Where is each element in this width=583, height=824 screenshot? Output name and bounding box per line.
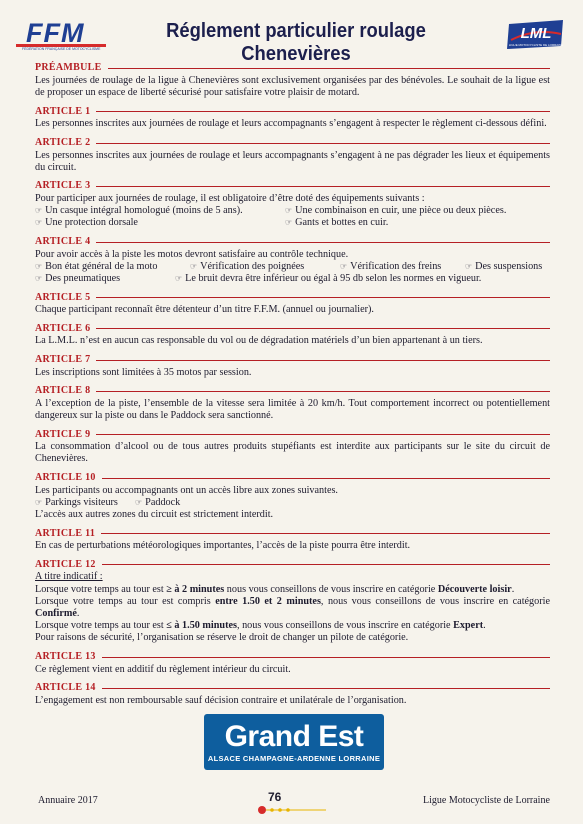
preambule-label: PRÉAMBULE — [35, 62, 102, 74]
time-threshold: ≥ à 2 minutes — [166, 583, 225, 595]
list-item-text: Le bruit devra être inférieur ou égal à 95 db selon les normes en vigueur. — [185, 273, 482, 285]
article-12-line-2 — [35, 596, 550, 620]
list-item — [35, 217, 285, 229]
hand-pointing-icon: ☞ — [135, 497, 143, 507]
hand-pointing-icon: ☞ — [35, 261, 43, 271]
text-span: Lorsque votre temps au tour est — [35, 583, 167, 595]
article-11 — [35, 527, 550, 552]
text-span: Lorsque votre temps au tour est compris — [35, 595, 216, 607]
article-5-heading — [35, 291, 550, 304]
article-7-label: ARTICLE 7 — [35, 354, 91, 366]
list-item — [35, 273, 175, 285]
section-rule — [96, 143, 550, 144]
article-10 — [35, 472, 550, 522]
list-item-text: Bon état général de la moto — [45, 260, 158, 272]
hand-pointing-icon: ☞ — [175, 274, 183, 284]
list-item-text: Parkings visiteurs — [45, 496, 118, 508]
section-rule — [102, 657, 550, 658]
preambule-text: Les journées de roulage de la ligue à Chenevières sont exclusivement organisées par des bénévoles. Le souhait de la ligue est de proposer un espace de liberté sécurisé pour satisfaire votre plaisir de motard. — [35, 75, 550, 99]
section-rule — [108, 68, 550, 69]
article-13-heading — [35, 651, 550, 664]
hand-pointing-icon: ☞ — [465, 261, 473, 271]
hand-pointing-icon: ☞ — [285, 206, 293, 216]
article-3-heading — [35, 180, 550, 193]
article-4-text: Pour avoir accès à la piste les motos devront satisfaire au contrôle technique. — [35, 248, 349, 260]
section-rule — [102, 688, 550, 689]
article-9-label: ARTICLE 9 — [35, 428, 91, 440]
grand-est-logo — [204, 714, 384, 770]
list-item — [190, 261, 340, 273]
article-14-label: ARTICLE 14 — [35, 682, 96, 694]
article-6 — [35, 322, 550, 347]
inspection-list-row2 — [35, 273, 550, 285]
article-8 — [35, 385, 550, 422]
footer-yearbook: Annuaire 2017 — [38, 795, 98, 806]
page-header — [10, 12, 573, 65]
article-3-text: Pour participer aux journées de roulage, il est obligatoire d’être doté des équipements suivants : — [35, 193, 425, 205]
article-9-text: La consommation d’alcool ou de tous autres produits stupéfiants est interdite aux participants sur le site du circuit de Chenevières. — [35, 441, 550, 465]
list-item — [465, 261, 550, 273]
hand-pointing-icon: ☞ — [190, 261, 198, 271]
article-11-heading — [35, 527, 550, 540]
article-2-text: Les personnes inscrites aux journées de roulage et leurs accompagnants s’engagent à ne pas dégrader les lieux et équipements du circuit. — [35, 149, 550, 173]
article-3 — [35, 180, 550, 230]
equipment-list — [35, 205, 550, 229]
section-rule — [96, 360, 550, 361]
article-11-text: En cas de perturbations météorologiques importantes, l’accès de la piste pourra être interdit. — [35, 540, 411, 552]
time-threshold: entre 1.50 et 2 minutes — [215, 595, 321, 607]
section-rule — [102, 478, 550, 479]
article-1-label: ARTICLE 1 — [35, 105, 91, 117]
article-12-line-4: Pour raisons de sécurité, l’organisation se réserve le droit de changer un pilote de catégorie. — [35, 632, 409, 644]
article-14 — [35, 682, 550, 707]
list-item — [175, 273, 550, 285]
article-7-heading — [35, 354, 550, 367]
article-12-heading — [35, 558, 550, 571]
article-12-intro: A titre indicatif : — [35, 571, 103, 583]
article-14-heading — [35, 682, 550, 695]
preambule-section — [35, 62, 550, 99]
article-1-heading — [35, 105, 550, 118]
article-8-label: ARTICLE 8 — [35, 385, 91, 397]
hand-pointing-icon: ☞ — [35, 206, 43, 216]
section-rule — [96, 434, 550, 435]
grand-est-logo-sub: ALSACE CHAMPAGNE-ARDENNE LORRAINE — [207, 754, 381, 763]
list-item-text: Vérification des poignées — [200, 260, 305, 272]
article-5 — [35, 291, 550, 316]
category-name: Découverte loisir — [437, 583, 512, 595]
list-item — [35, 497, 135, 509]
category-name: Confirmé — [35, 608, 77, 620]
list-item-text: Des pneumatiques — [45, 273, 121, 285]
list-item-text: Une combinaison en cuir, une pièce ou deux pièces. — [295, 205, 507, 217]
section-rule — [96, 242, 550, 243]
section-rule — [101, 533, 550, 534]
article-2 — [35, 137, 550, 174]
grand-est-logo-main: Grand Est — [224, 720, 364, 753]
text-span: . — [511, 583, 515, 595]
article-9-heading — [35, 428, 550, 441]
article-14-text: L’engagement est non remboursable sauf décision contraire et unilatérale de l’organisation. — [35, 694, 407, 706]
regulations-body — [35, 62, 550, 707]
section-rule — [102, 564, 550, 565]
article-2-label: ARTICLE 2 — [35, 137, 91, 148]
article-1 — [35, 105, 550, 130]
article-7 — [35, 354, 550, 379]
article-11-label: ARTICLE 11 — [35, 527, 96, 539]
list-item — [135, 497, 550, 509]
section-rule — [96, 391, 550, 392]
list-item-text: Paddock — [145, 496, 181, 508]
list-item — [285, 205, 550, 217]
inspection-list-row1 — [35, 261, 550, 273]
article-10-label: ARTICLE 10 — [35, 472, 96, 484]
article-10-text2: L’accès aux autres zones du circuit est strictement interdit. — [35, 509, 274, 521]
section-rule — [96, 186, 550, 187]
time-threshold: ≤ à 1.50 minutes — [166, 620, 237, 632]
text-span: nous vous conseillons de vous inscrire en catégorie — [224, 583, 438, 595]
ffm-logo-subtext: FÉDÉRATION FRANÇAISE DE MOTOCYCLISME — [22, 47, 101, 51]
article-5-label: ARTICLE 5 — [35, 291, 91, 303]
hand-pointing-icon: ☞ — [35, 497, 43, 507]
list-item — [285, 217, 550, 229]
article-4-heading — [35, 236, 550, 249]
article-13-label: ARTICLE 13 — [35, 651, 96, 663]
list-item-text: Gants et bottes en cuir. — [295, 217, 389, 229]
hand-pointing-icon: ☞ — [285, 218, 293, 228]
article-7-text: Les inscriptions sont limitées à 35 motos par session. — [35, 366, 252, 378]
hand-pointing-icon: ☞ — [35, 218, 43, 228]
page-title: Réglement particulier roulage Chenevières — [166, 20, 426, 65]
article-3-label: ARTICLE 3 — [35, 180, 91, 192]
article-4 — [35, 236, 550, 286]
article-8-heading — [35, 385, 550, 398]
footer-league-name: Ligue Motocycliste de Lorraine — [423, 795, 550, 806]
list-item-text: Vérification des freins — [350, 260, 442, 272]
article-12 — [35, 558, 550, 644]
article-1-text: Les personnes inscrites aux journées de roulage et leurs accompagnants s’engagent à respecter le règlement ci-dessous défini. — [35, 118, 547, 130]
article-12-label: ARTICLE 12 — [35, 558, 96, 570]
list-item-text: Une protection dorsale — [45, 217, 138, 229]
hand-pointing-icon: ☞ — [340, 261, 348, 271]
article-13-text: Ce règlement vient en additif du règlement intérieur du circuit. — [35, 663, 291, 675]
article-6-heading — [35, 322, 550, 335]
article-10-text: Les participants ou accompagnants ont un accès libre aux zones suivantes. — [35, 484, 338, 496]
article-4-label: ARTICLE 4 — [35, 236, 91, 248]
ffm-logo — [16, 16, 104, 52]
preambule-heading — [35, 62, 550, 75]
list-item-text: Des suspensions — [475, 260, 543, 272]
article-6-label: ARTICLE 6 — [35, 322, 91, 334]
text-span: Lorsque votre temps au tour est — [35, 620, 167, 632]
category-name: Expert — [453, 620, 484, 632]
lml-logo-subtext: LIGUE MOTOCYCLISTE DE LORRAINE — [508, 43, 564, 47]
list-item — [35, 261, 190, 273]
ffm-logo-text: FFM — [26, 18, 85, 48]
article-13 — [35, 651, 550, 676]
text-span: , nous vous conseillons de vous inscrire en catégorie — [236, 620, 454, 632]
article-12-line-1 — [35, 584, 550, 596]
list-item — [35, 205, 285, 217]
list-item-text: Un casque intégral homologué (moins de 5 ans). — [45, 205, 243, 217]
lml-logo-text: LML — [520, 25, 552, 42]
page-number-dots-icon — [258, 804, 328, 816]
lml-logo — [505, 18, 567, 52]
article-8-text: A l’exception de la piste, l’ensemble de la vitesse sera limitée à 20 km/h. Tout comportement incorrect ou potentiellement dangereux sur la piste ou dans le Paddock sera sanctionné. — [35, 397, 550, 422]
text-span: . — [76, 608, 80, 620]
article-5-text: Chaque participant reconnaît être détenteur d’un titre F.F.M. (annuel ou journalier). — [35, 304, 374, 316]
article-10-heading — [35, 472, 550, 485]
text-span: . — [483, 620, 486, 632]
text-span: , nous vous conseillons de vous inscrire en catégorie — [320, 595, 550, 607]
list-item — [340, 261, 465, 273]
hand-pointing-icon: ☞ — [35, 274, 43, 284]
zones-list — [35, 497, 550, 509]
section-rule — [96, 328, 550, 329]
section-rule — [96, 111, 550, 112]
article-9 — [35, 428, 550, 465]
section-rule — [96, 297, 550, 298]
article-12-line-3 — [35, 620, 550, 632]
page-number: 76 — [268, 790, 282, 804]
article-2-heading — [35, 137, 550, 150]
article-6-text: La L.M.L. n’est en aucun cas responsable du vol ou de dégradation matériels d’un bien appartenant à un tiers. — [35, 335, 483, 347]
